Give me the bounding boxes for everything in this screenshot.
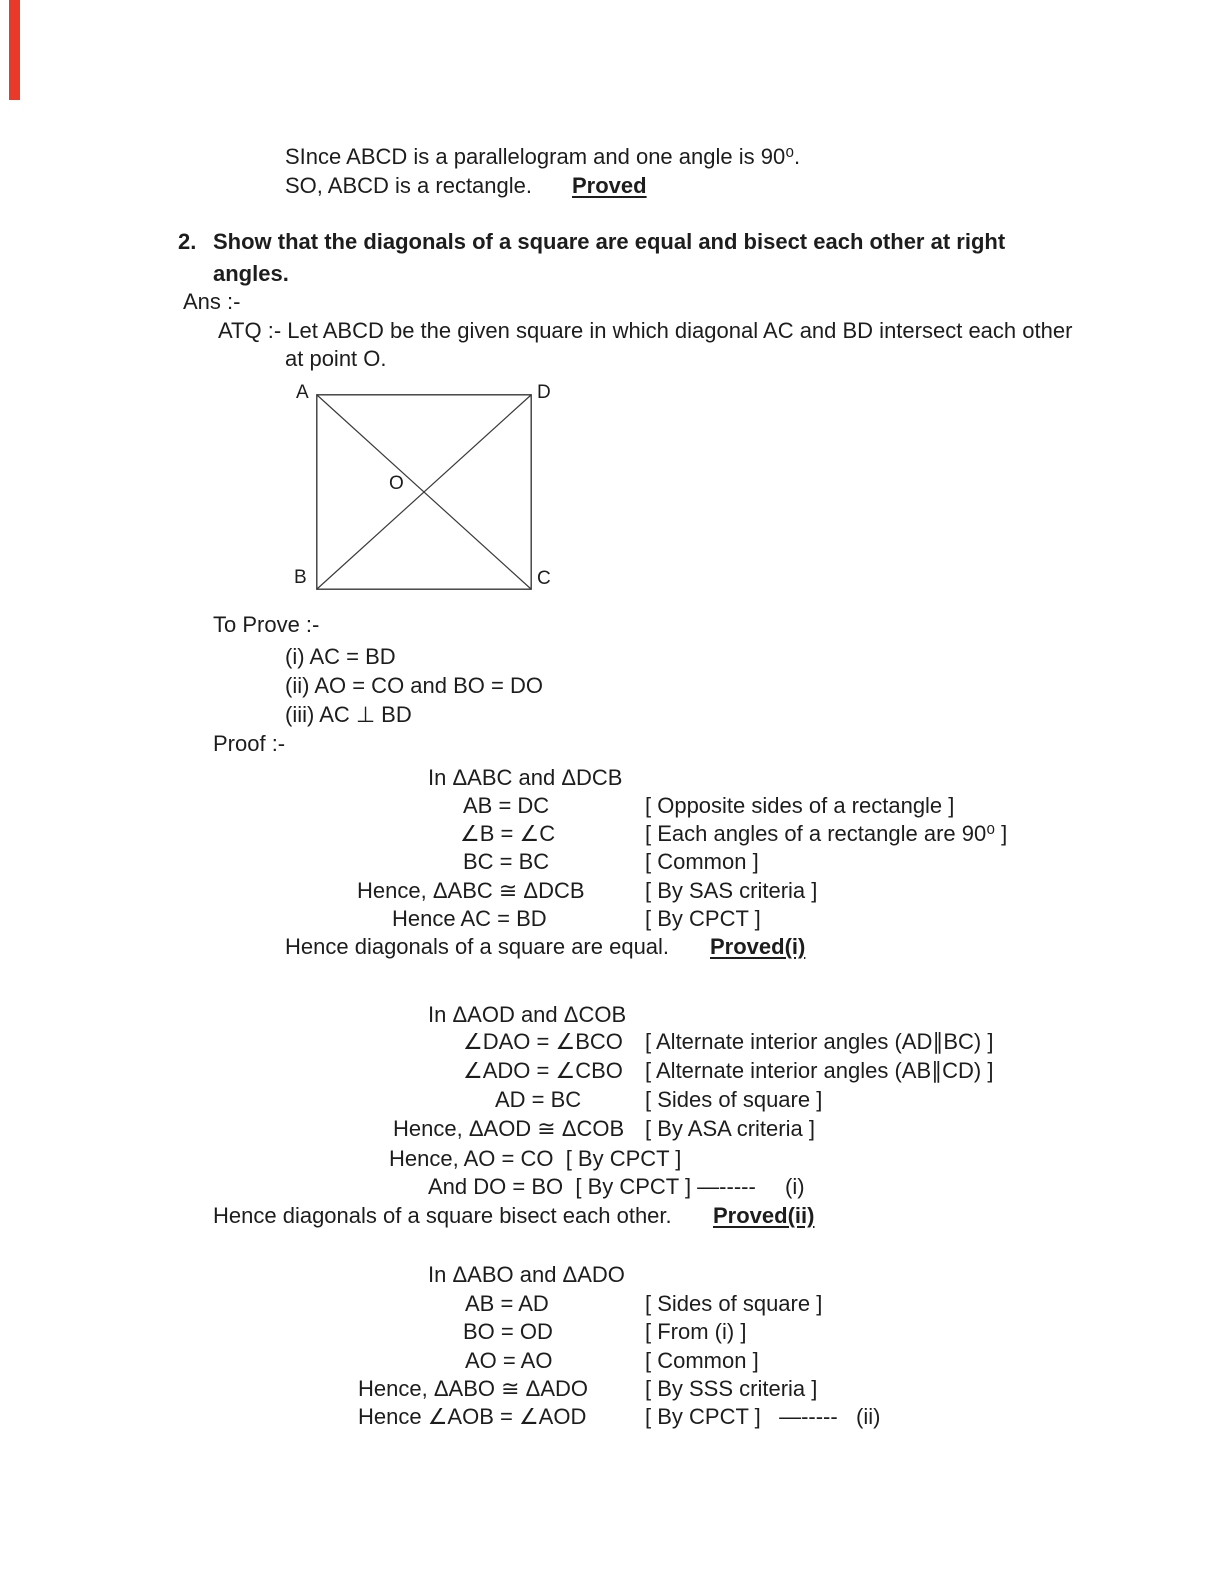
proof-statement: BC = BC [463,849,550,874]
proof-statement: ∠DAO = ∠BCO [463,1029,623,1054]
diagram-label-a: A [296,382,309,403]
proof-statement: Hence AC = BD [392,906,547,931]
proof-reason: [ Opposite sides of a rectangle ] [645,793,955,818]
atq-line-1: ATQ :- Let ABCD be the given square in which diagonal AC and BD intersect each other [218,318,1073,343]
proof-statement: Hence ∠AOB = ∠AOD [358,1404,587,1429]
proof-reason: [ Alternate interior angles (AD∥BC) ] [645,1029,994,1054]
proof-statement: Hence, AO = CO [ By CPCT ] [389,1146,682,1171]
proof-conclusion: Hence diagonals of a square are equal. [285,934,670,959]
proof-reason: [ By ASA criteria ] [645,1116,815,1141]
square-diagram [316,394,532,590]
proof-reason: [ Each angles of a rectangle are 90⁰ ] [645,821,1008,846]
proof-statement: Hence, ΔABO ≅ ΔADO [358,1376,589,1401]
question-number: 2. [178,229,197,254]
proof-conclusion: Hence diagonals of a square bisect each other. [213,1203,672,1228]
to-prove-item: (iii) AC ⊥ BD [285,702,412,727]
to-prove-item: (ii) AO = CO and BO = DO [285,673,543,698]
proof-statement: Hence, ΔAOD ≅ ΔCOB [393,1116,625,1141]
proof-reason: [ Sides of square ] [645,1087,823,1112]
proof-reason: [ From (i) ] [645,1319,747,1344]
prev-answer-line-1: SInce ABCD is a parallelogram and one angle is 90⁰. [285,144,801,169]
proved-badge: Proved [572,173,647,198]
proof-statement: Hence, ΔABC ≅ ΔDCB [357,878,585,903]
proof-reason: [ Common ] [645,849,759,874]
proof-statement: ∠B = ∠C [460,821,556,846]
diagram-label-o: O [389,473,404,494]
proof-statement: AB = DC [463,793,550,818]
proof-reason: [ Sides of square ] [645,1291,823,1316]
proof-reason: [ Alternate interior angles (AB∥CD) ] [645,1058,994,1083]
proof-reason: [ By CPCT ] —----- (ii) [645,1404,881,1429]
proved-badge: Proved(i) [710,934,806,959]
diagram-label-d: D [537,382,551,403]
proof-reason: [ Common ] [645,1348,759,1373]
proof-block-heading: In ΔABO and ΔADO [428,1262,625,1287]
diagram-label-c: C [537,568,551,589]
proof-label: Proof :- [213,731,286,756]
proved-badge: Proved(ii) [713,1203,815,1228]
to-prove-label: To Prove :- [213,612,320,637]
prev-answer-line-2: SO, ABCD is a rectangle. [285,173,532,198]
proof-reason: (i) [785,1174,805,1199]
question-text-line-1: Show that the diagonals of a square are equal and bisect each other at right [213,229,1006,254]
red-edge-marker [9,0,20,100]
proof-block-heading: In ΔABC and ΔDCB [428,765,623,790]
proof-block-heading: In ΔAOD and ΔCOB [428,1002,627,1027]
proof-statement: And DO = BO [ By CPCT ] —----- [428,1174,756,1199]
proof-statement: AD = BC [495,1087,582,1112]
proof-statement: AO = AO [465,1348,553,1373]
proof-statement: ∠ADO = ∠CBO [463,1058,623,1083]
proof-statement: AB = AD [465,1291,549,1316]
proof-reason: [ By SSS criteria ] [645,1376,818,1401]
proof-reason: [ By SAS criteria ] [645,878,818,903]
answer-label: Ans :- [183,289,241,314]
atq-line-2: at point O. [285,346,387,371]
to-prove-item: (i) AC = BD [285,644,396,669]
proof-statement: BO = OD [463,1319,553,1344]
diagram-label-b: B [294,567,307,588]
proof-reason: [ By CPCT ] [645,906,761,931]
question-text-line-2: angles. [213,261,289,286]
